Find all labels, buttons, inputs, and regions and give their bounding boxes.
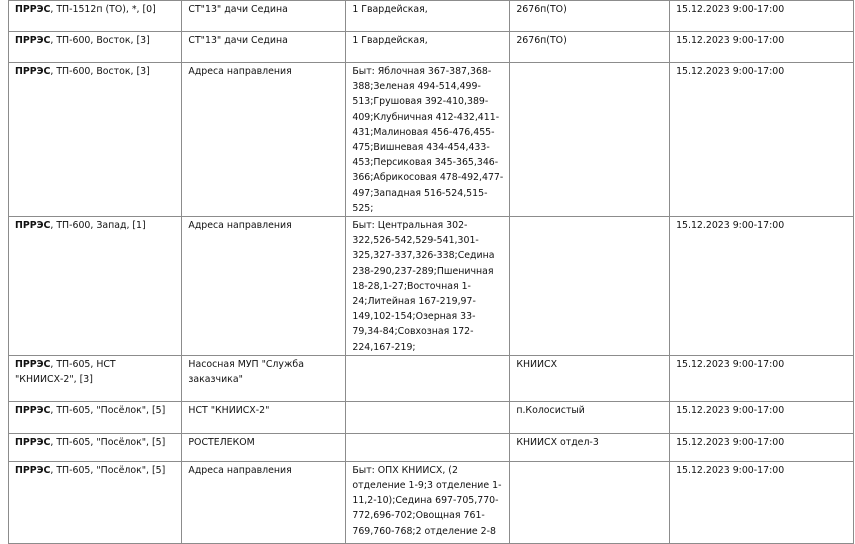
location-cell (9, 401, 182, 433)
table-row (9, 433, 854, 461)
table-row (9, 1, 854, 32)
table-row (9, 32, 854, 63)
location-cell (9, 32, 182, 63)
time-cell: 15.12.2023 9:00-17:00 (670, 401, 854, 433)
street-cell: Быт: ОПХ КНИИСХ, (2 отделение 1-9;3 отделение 1-11,2-10);Седина 697-705,770-772,696-702;Овощная 761-769,760-768;2 отделение 2-8 (346, 461, 510, 543)
consumer-cell: КНИИСХ (510, 355, 670, 401)
street-cell: 1 Гвардейская, (346, 32, 510, 63)
org-name: ПРРЭС (15, 220, 51, 232)
table-row (9, 63, 854, 217)
table-row (9, 355, 854, 401)
location-cell (9, 433, 182, 461)
object-cell: СТ"13" дачи Седина (182, 1, 346, 32)
time-cell: 15.12.2023 9:00-17:00 (670, 32, 854, 63)
location-cell (9, 461, 182, 543)
time-cell: 15.12.2023 9:00-17:00 (670, 1, 854, 32)
table-row (9, 217, 854, 356)
location-text: , ТП-605, "Посёлок", [5] (50, 436, 166, 448)
org-name: ПРРЭС (15, 66, 51, 77)
location-text: , ТП-605, "Посёлок", [5] (50, 464, 166, 476)
object-cell: Адреса направления (182, 461, 346, 543)
location-cell (9, 63, 182, 217)
time-cell: 15.12.2023 9:00-17:00 (670, 461, 854, 543)
consumer-cell: КНИИСХ отдел-3 (510, 433, 670, 461)
org-name: ПРРЭС (15, 35, 51, 46)
street-cell: Быт: Центральная 302-322,526-542,529-541,301-325,327-337,326-338;Седина 238-290,237-289;Пшеничная 18-28,1-27;Восточная 1-24;Литейная 167-219,97-149,102-154;Озерная 33-79,34-84;Совхозная 172-224,167-219; (346, 217, 510, 356)
table-row (9, 461, 854, 543)
street-cell (346, 433, 510, 461)
location-text: , ТП-1512п (ТО), *, [0] (50, 4, 156, 15)
table-row (9, 401, 854, 433)
location-cell (9, 217, 182, 356)
object-cell: РОСТЕЛЕКОМ (182, 433, 346, 461)
street-cell: 1 Гвардейская, (346, 1, 510, 32)
org-name: ПРРЭС (15, 464, 51, 476)
consumer-cell (510, 461, 670, 543)
object-cell: Адреса направления (182, 63, 346, 217)
org-name: ПРРЭС (15, 4, 51, 15)
location-text: , ТП-605, НСТ "КНИИСХ-2", [3] (15, 358, 116, 386)
street-cell: Быт: Яблочная 367-387,368-388;Зеленая 494-514,499-513;Грушовая 392-410,389-409;Клубничная 412-432,411-431;Малиновая 456-476,455-475;Вишневая 434-454,433-453;Персиковая 345-365,346-366;Абрикосовая 478-492,477-497;Западная 516-524,515-525; (346, 63, 510, 217)
object-cell: Адреса направления (182, 217, 346, 356)
outage-table (8, 0, 854, 544)
time-cell: 15.12.2023 9:00-17:00 (670, 217, 854, 356)
object-cell: СТ"13" дачи Седина (182, 32, 346, 63)
street-cell (346, 401, 510, 433)
org-name: ПРРЭС (15, 358, 51, 370)
location-text: , ТП-600, Восток, [3] (50, 66, 150, 77)
location-text: , ТП-600, Восток, [3] (50, 35, 150, 46)
time-cell: 15.12.2023 9:00-17:00 (670, 433, 854, 461)
org-name: ПРРЭС (15, 436, 51, 448)
consumer-cell (510, 63, 670, 217)
location-cell (9, 1, 182, 32)
location-cell (9, 355, 182, 401)
consumer-cell (510, 217, 670, 356)
consumer-cell: п.Колосистый (510, 401, 670, 433)
org-name: ПРРЭС (15, 404, 51, 416)
consumer-cell: 2676п(ТО) (510, 1, 670, 32)
consumer-cell: 2676п(ТО) (510, 32, 670, 63)
object-cell: НСТ "КНИИСХ-2" (182, 401, 346, 433)
time-cell: 15.12.2023 9:00-17:00 (670, 63, 854, 217)
location-text: , ТП-600, Запад, [1] (50, 220, 146, 232)
location-text: , ТП-605, "Посёлок", [5] (50, 404, 166, 416)
street-cell (346, 355, 510, 401)
object-cell: Насосная МУП "Служба заказчика" (182, 355, 346, 401)
time-cell: 15.12.2023 9:00-17:00 (670, 355, 854, 401)
